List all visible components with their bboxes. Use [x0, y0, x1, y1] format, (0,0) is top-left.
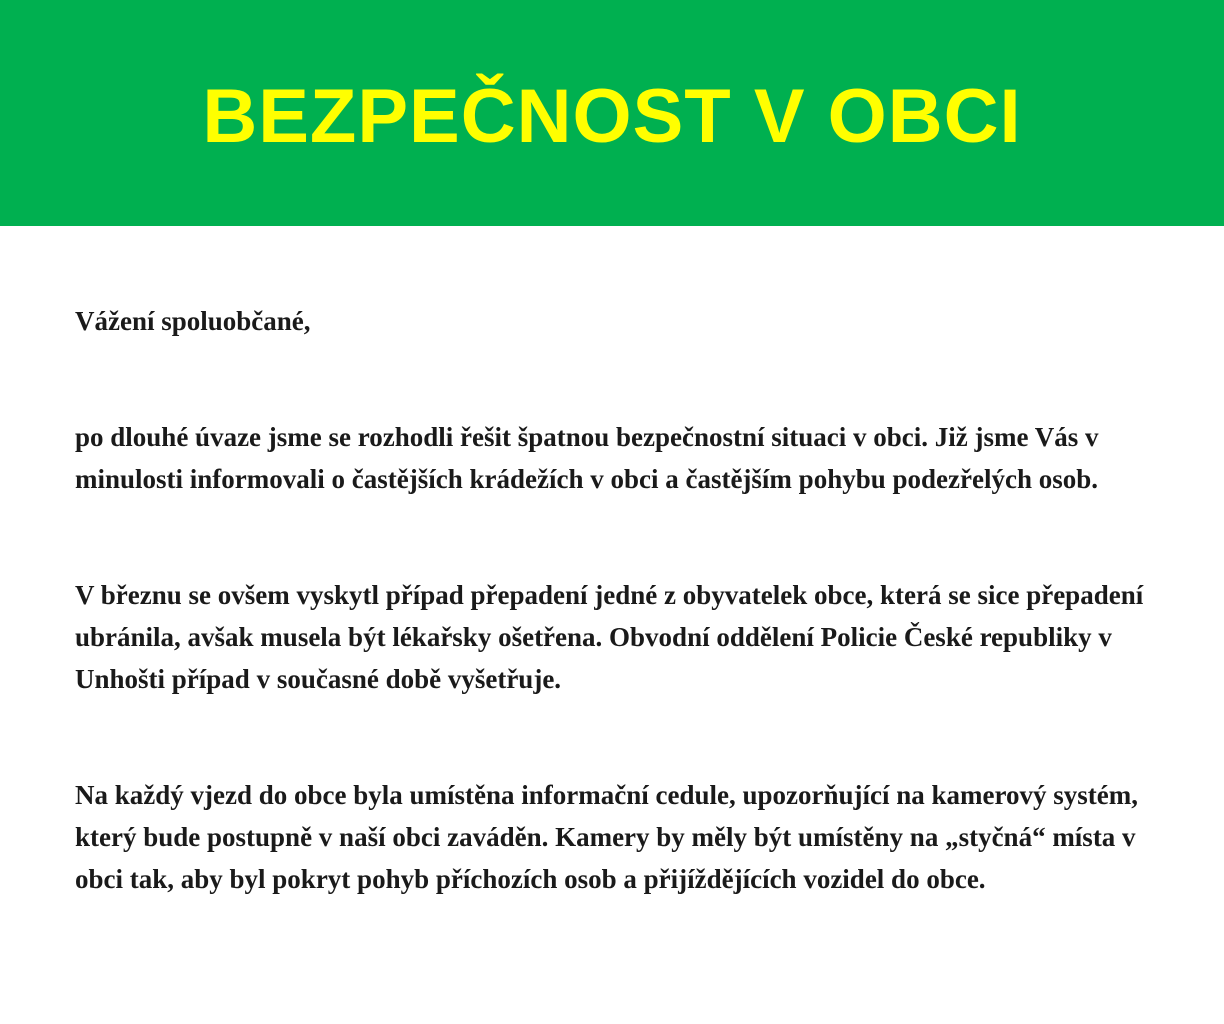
letter-greeting: Vážení spoluobčané,	[75, 306, 311, 336]
page-title: BEZPEČNOST V OBCI	[202, 74, 1022, 159]
paragraph-2: V březnu se ovšem vyskytl případ přepadení jedné z obyvatelek obce, která se sice přepadení ubránila, avšak musela být lékařsky ošetřena. Obvodní oddělení Policie České republiky v Unhošti případ v současné době vyšetřuje.	[75, 580, 1144, 694]
header-banner	[0, 0, 1224, 226]
paragraph-3: Na každý vjezd do obce byla umístěna informační cedule, upozorňující na kamerový systém, který bude postupně v naší obci zaváděn. Kamery by měly být umístěny na „styčná“ místa v obci tak, aby byl pokryt pohyb příchozích osob a přijíždějících vozidel do obce.	[75, 780, 1138, 894]
paragraph-1: po dlouhé úvaze jsme se rozhodli řešit špatnou bezpečnostní situaci v obci. Již jsme Vás v minulosti informovali o častějších krádežích v obci a častějším pohybu podezřelých osob.	[75, 422, 1099, 494]
letter-body	[75, 300, 1165, 900]
